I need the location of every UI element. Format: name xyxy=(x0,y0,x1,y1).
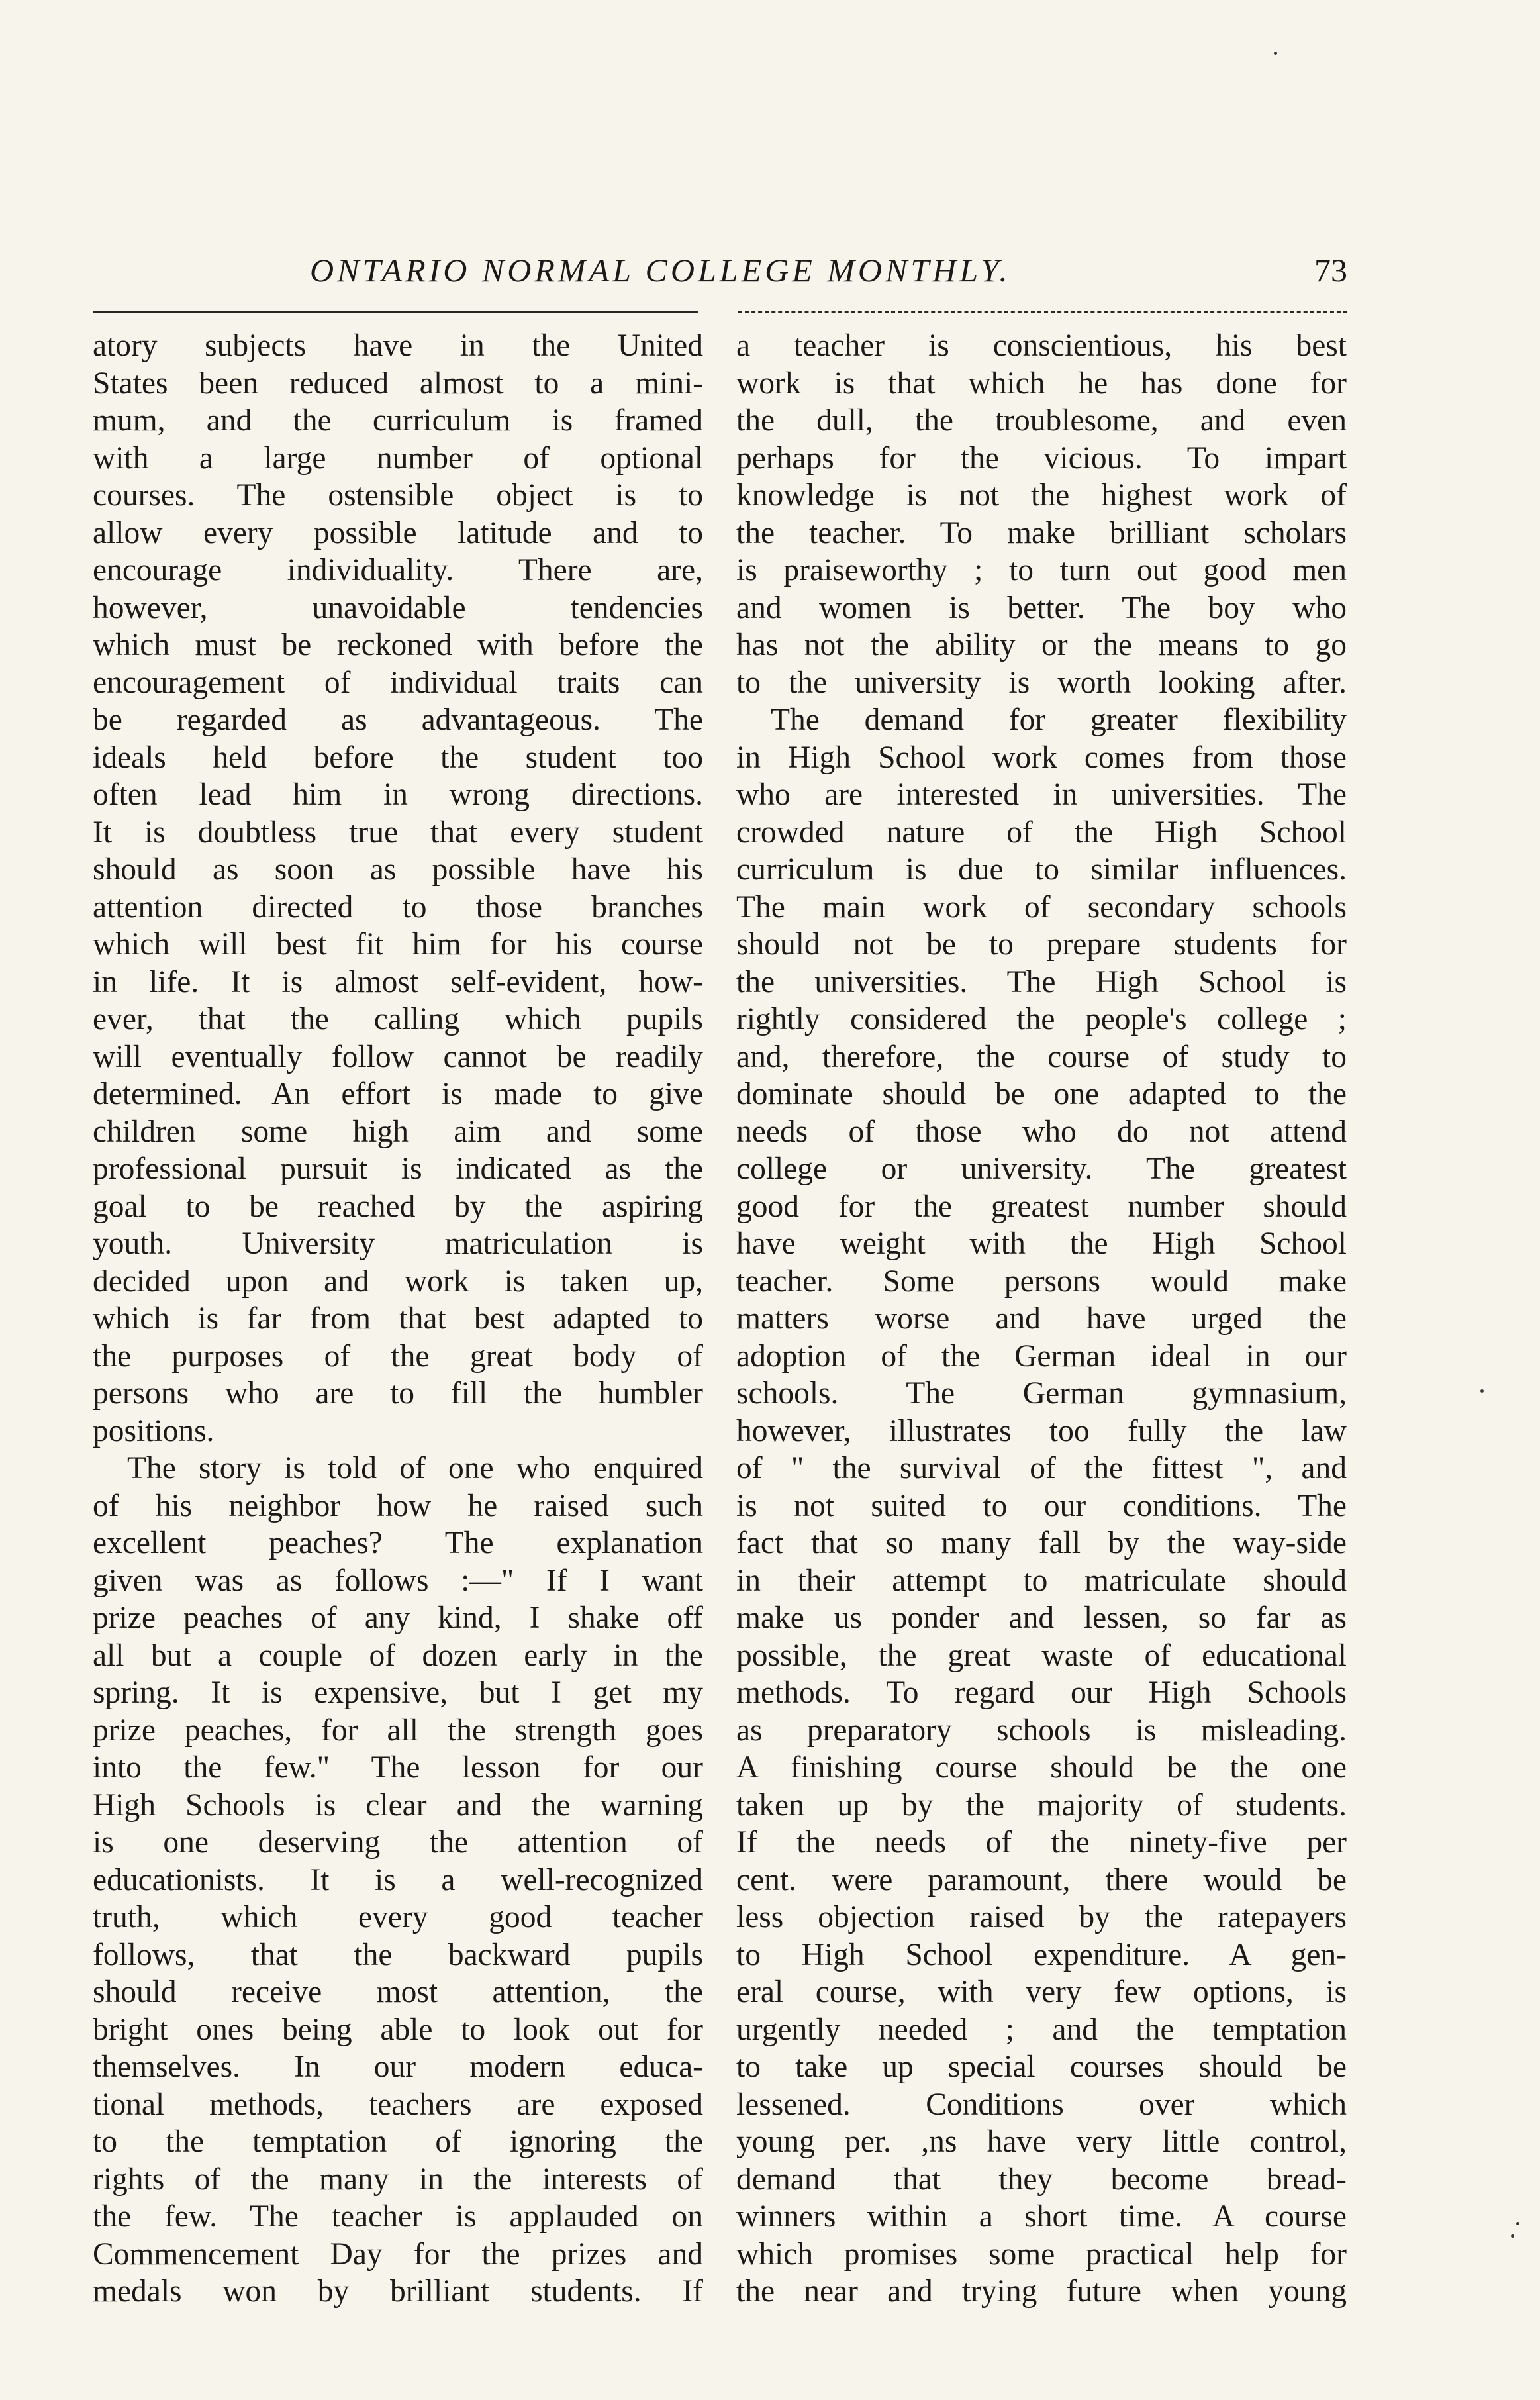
text-line: has not the ability or the means to go xyxy=(736,628,1347,662)
text-line: to the university is worth looking after. xyxy=(736,665,1347,700)
text-line: medals won by brilliant students. If xyxy=(93,2274,703,2309)
text-line: Commencement Day for the prizes and xyxy=(93,2236,703,2272)
text-line: eral course, with very few options, is xyxy=(736,1975,1347,2009)
text-line: ideals held before the student too xyxy=(93,740,703,775)
text-line: professional pursuit is indicated as the xyxy=(93,1152,703,1186)
text-line: will eventually follow cannot be readily xyxy=(93,1039,703,1074)
text-line: prize peaches of any kind, I shake off xyxy=(93,1601,703,1635)
text-line: should receive most attention, the xyxy=(93,1975,703,2009)
text-line: and, therefore, the course of study to xyxy=(736,1039,1347,1074)
text-line: curriculum is due to similar influences. xyxy=(736,852,1347,887)
text-line: who are interested in universities. The xyxy=(736,777,1347,812)
text-line: A finishing course should be the one xyxy=(736,1750,1347,1785)
text-line: atory subjects have in the United xyxy=(93,328,703,363)
text-line: children some high aim and some xyxy=(93,1114,703,1149)
text-line: excellent peaches? The explanation xyxy=(93,1526,703,1560)
text-line: adoption of the German ideal in our xyxy=(736,1338,1347,1374)
left-column xyxy=(93,327,703,2311)
text-line: in High School work comes from those xyxy=(736,740,1347,775)
text-line: the teacher. To make brilliant scholars xyxy=(736,515,1347,550)
text-line: be regarded as advantageous. The xyxy=(93,703,703,737)
text-line: persons who are to fill the humbler xyxy=(93,1376,703,1411)
text-line: knowledge is not the highest work of xyxy=(736,478,1347,513)
text-line: of his neighbor how he raised such xyxy=(93,1488,703,1523)
text-line: which promises some practical help for xyxy=(736,2236,1347,2272)
text-line: crowded nature of the High School xyxy=(736,815,1347,850)
text-line: methods. To regard our High Schools xyxy=(736,1675,1347,1710)
text-line: encouragement of individual traits can xyxy=(93,665,703,700)
text-line: courses. The ostensible object is to xyxy=(93,478,703,513)
journal-title: ONTARIO NORMAL COLLEGE MONTHLY. xyxy=(310,252,1011,289)
text-line: tional methods, teachers are exposed xyxy=(93,2087,703,2122)
text-line: High Schools is clear and the warning xyxy=(93,1787,703,1823)
text-line: which must be reckoned with before the xyxy=(93,628,703,662)
text-line: which will best fit him for his course xyxy=(93,927,703,962)
text-line: as preparatory schools is misleading. xyxy=(736,1713,1347,1748)
text-line: States been reduced almost to a mini- xyxy=(93,366,703,401)
text-line: have weight with the High School xyxy=(736,1226,1347,1261)
text-line: in life. It is almost self-evident, how- xyxy=(93,964,703,999)
text-line: allow every possible latitude and to xyxy=(93,515,703,550)
text-line: work is that which he has done for xyxy=(736,366,1347,401)
text-line: rights of the many in the interests of xyxy=(93,2162,703,2197)
text-line: mum, and the curriculum is framed xyxy=(93,403,703,438)
text-line: should not be to prepare students for xyxy=(736,927,1347,962)
text-line: is not suited to our conditions. The xyxy=(736,1488,1347,1523)
text-line: good for the greatest number should xyxy=(736,1189,1347,1224)
text-line: college or university. The greatest xyxy=(736,1152,1347,1186)
header-rule-left xyxy=(93,311,698,313)
text-line: with a large number of optional xyxy=(93,440,703,475)
text-line: of " the survival of the fittest ", and xyxy=(736,1451,1347,1485)
text-line: often lead him in wrong directions. xyxy=(93,777,703,812)
text-line: to the temptation of ignoring the xyxy=(93,2125,703,2159)
running-head xyxy=(93,246,1347,294)
text-line: the universities. The High School is xyxy=(736,964,1347,999)
text-line: urgently needed ; and the temptation xyxy=(736,2012,1347,2047)
text-line: in their attempt to matriculate should xyxy=(736,1563,1347,1598)
text-line: demand that they become bread- xyxy=(736,2162,1347,2197)
text-line: spring. It is expensive, but I get my xyxy=(93,1675,703,1710)
text-line: however, unavoidable tendencies xyxy=(93,590,703,625)
text-line: It is doubtless true that every student xyxy=(93,815,703,850)
text-line: and women is better. The boy who xyxy=(736,590,1347,625)
text-line: the near and trying future when young xyxy=(736,2274,1347,2309)
text-line: a teacher is conscientious, his best xyxy=(736,328,1347,363)
text-line: perhaps for the vicious. To impart xyxy=(736,440,1347,475)
text-line: matters worse and have urged the xyxy=(736,1301,1347,1336)
right-column xyxy=(736,327,1347,2311)
text-line: make us ponder and lessen, so far as xyxy=(736,1601,1347,1635)
text-line: youth. University matriculation is xyxy=(93,1226,703,1261)
text-line: attention directed to those branches xyxy=(93,889,703,925)
text-line: into the few." The lesson for our xyxy=(93,1750,703,1785)
text-line: should as soon as possible have his xyxy=(93,852,703,887)
text-line: follows, that the backward pupils xyxy=(93,1937,703,1972)
page-number: 73 xyxy=(1314,252,1347,289)
text-line: positions. xyxy=(93,1413,215,1448)
text-line: The story is told of one who enquired xyxy=(127,1451,703,1485)
text-line: lessened. Conditions over which xyxy=(736,2087,1347,2122)
text-line: given was as follows :—" If I want xyxy=(93,1563,703,1598)
text-line: ever, that the calling which pupils xyxy=(93,1002,703,1036)
text-line: all but a couple of dozen early in the xyxy=(93,1638,703,1673)
text-line: educationists. It is a well-recognized xyxy=(93,1862,703,1897)
text-line: rightly considered the people's college ; xyxy=(736,1002,1347,1036)
text-line: The main work of secondary schools xyxy=(736,889,1347,925)
print-speck xyxy=(1516,2222,1519,2225)
text-line: winners within a short time. A course xyxy=(736,2199,1347,2234)
print-speck xyxy=(1274,52,1277,55)
text-line: possible, the great waste of educational xyxy=(736,1638,1347,1673)
text-line: themselves. In our modern educa- xyxy=(93,2050,703,2084)
text-line: to High School expenditure. A gen- xyxy=(736,1937,1347,1972)
text-line: If the needs of the ninety-five per xyxy=(736,1825,1347,1860)
text-line: is praiseworthy ; to turn out good men xyxy=(736,553,1347,587)
text-line: truth, which every good teacher xyxy=(93,1900,703,1934)
print-speck xyxy=(1511,2234,1514,2238)
print-speck xyxy=(1480,1389,1484,1393)
text-line: goal to be reached by the aspiring xyxy=(93,1189,703,1224)
text-line: dominate should be one adapted to the xyxy=(736,1077,1347,1111)
text-line: is one deserving the attention of xyxy=(93,1825,703,1860)
text-line: young per. ,ns have very little control, xyxy=(736,2125,1347,2159)
text-line: bright ones being able to look out for xyxy=(93,2012,703,2047)
text-line: which is far from that best adapted to xyxy=(93,1301,703,1336)
text-line: taken up by the majority of students. xyxy=(736,1787,1347,1823)
text-line: The demand for greater flexibility xyxy=(771,703,1347,737)
header-rule-right xyxy=(738,311,1347,313)
text-line: schools. The German gymnasium, xyxy=(736,1376,1347,1411)
text-line: needs of those who do not attend xyxy=(736,1114,1347,1149)
text-line: decided upon and work is taken up, xyxy=(93,1264,703,1299)
text-line: however, illustrates too fully the law xyxy=(736,1413,1347,1448)
text-line: encourage individuality. There are, xyxy=(93,553,703,587)
text-line: the purposes of the great body of xyxy=(93,1338,703,1374)
text-line: determined. An effort is made to give xyxy=(93,1077,703,1111)
text-line: prize peaches, for all the strength goes xyxy=(93,1713,703,1748)
text-line: the dull, the troublesome, and even xyxy=(736,403,1347,438)
text-line: the few. The teacher is applauded on xyxy=(93,2199,703,2234)
text-line: less objection raised by the ratepayers xyxy=(736,1900,1347,1934)
text-line: fact that so many fall by the way-side xyxy=(736,1526,1347,1560)
text-line: cent. were paramount, there would be xyxy=(736,1862,1347,1897)
text-line: to take up special courses should be xyxy=(736,2050,1347,2084)
text-line: teacher. Some persons would make xyxy=(736,1264,1347,1299)
